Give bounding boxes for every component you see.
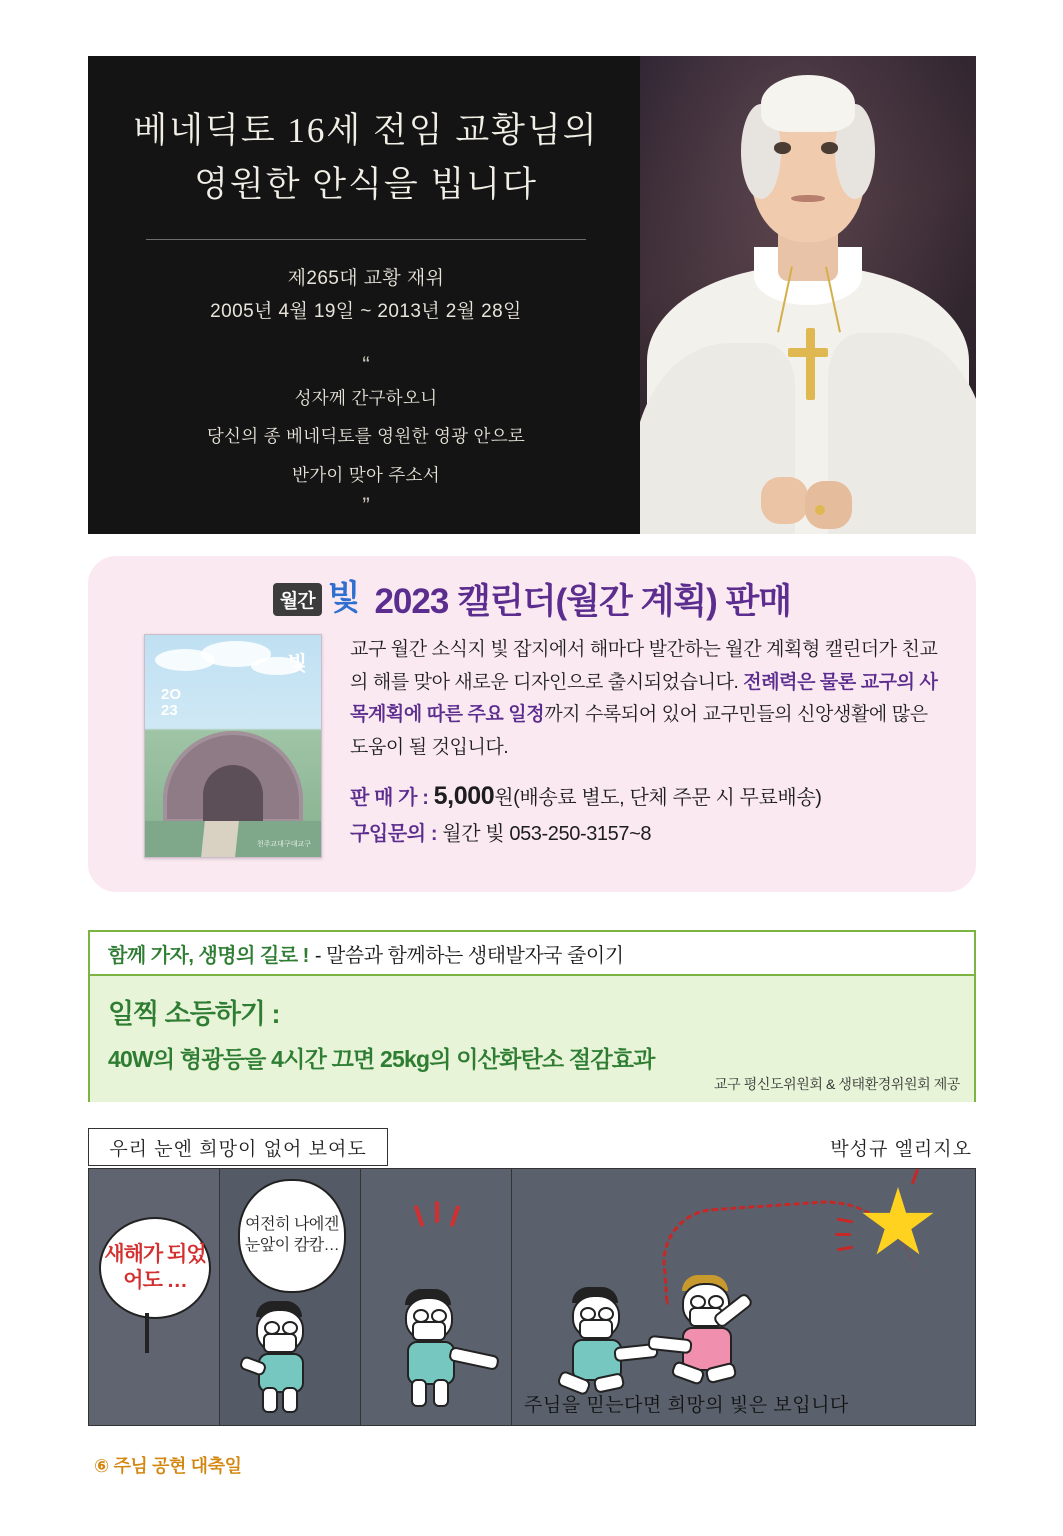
comic-panel-1 [89,1169,220,1425]
magazine-badge [273,582,361,616]
memorial-divider [146,239,586,240]
comic-caption-box: 우리 눈엔 희망이 없어 보여도 [88,1128,388,1166]
memorial-quote-line1: 성자께 간구하오니 [294,388,438,408]
promo-desc-highlight: 전례력은 물론 교구의 사목계획에 따른 주요 일정 [350,671,938,726]
contact-value: 월간 빛 053-250-3157~8 [442,822,652,845]
promo-desc-post: 까지 수록되어 있어 교구민들의 신앙생활에 많은 도움이 될 것입니다. [350,704,928,759]
comic-panel-4 [512,1169,975,1425]
eco-header-subtitle: - 말씀과 함께하는 생태발자국 줄이기 [314,944,624,967]
memorial-title-line1: 베네딕토 16세 전임 교황님의 [133,111,599,150]
memorial-section [88,56,976,534]
cover-publisher-label: 천주교대구대교구 [256,841,311,848]
eco-header [90,932,974,976]
cover-bit-label: 빛 [287,653,307,675]
eco-header-title: 함께 가자, 생명의 길로 ! [108,944,309,967]
promo-text-column [350,634,940,858]
comic-panel-3 [361,1169,512,1425]
speech-bubble-2-text: 여전히 나에겐 눈앞이 캄캄… [244,1216,340,1254]
quote-open-mark: “ [362,352,370,377]
comic-panel-2 [220,1169,361,1425]
memorial-reign-label: 제265대 교황 재위 [287,267,445,289]
promo-header [88,570,976,628]
promo-desc-pre: 교구 월간 소식지 빛 잡지에서 해마다 발간하는 월간 계획형 캘린더가 친교의 해를 맞아 새로운 디자인으로 출시되었습니다. [350,639,938,693]
price-label: 판 매 가 : [350,786,429,809]
speech-bubble-2 [238,1179,346,1293]
comic-section [88,1128,976,1428]
price-unit: 원(배송료 별도, 단체 주문 시 무료배송) [494,786,822,809]
contact-label: 구입문의 : [350,822,438,845]
pope-portrait-image [640,56,976,534]
promo-price-row [350,781,940,811]
cover-year-label: 2O 23 [161,686,182,719]
promo-contact-row [350,817,940,846]
calendar-promo-section [88,556,976,892]
promo-body [88,634,976,858]
memorial-quote-line3: 반가이 맞아 주소서 [292,464,440,485]
comic-strip [88,1168,976,1426]
speech-bubble-1-text: 새해가 되었어도 … [104,1242,206,1292]
eco-body [90,976,974,1102]
comic-panel4-caption: 주님을 믿는다면 희망의 빛은 보입니다 [524,1395,849,1416]
eco-tip-title: 일찍 소등하기 : [108,999,280,1029]
badge-monthly-label: 월간 [273,583,322,616]
memorial-title-line2: 영원한 안식을 빕니다 [194,165,538,205]
eco-credit: 교구 평신도위원회 & 생태환경위원회 제공 [713,1076,960,1092]
badge-bit-label: 빛 [327,580,361,617]
page-footer-mark: ⑥ 주님 공현 대축일 [94,1456,242,1476]
memorial-reign-dates: 2005년 4월 19일 ~ 2013년 2월 28일 [210,300,522,322]
eco-tip-detail: 40W의 형광등을 4시간 끄면 25kg의 이산화탄소 절감효과 [108,1046,655,1072]
memorial-quote-line2: 당신의 종 베네딕토를 영원한 영광 안으로 [206,426,526,447]
memorial-text-column [88,56,640,534]
promo-title: 2023 캘린더(월간 계획) 판매 [374,582,792,621]
calendar-cover-image [144,634,322,858]
quote-close-mark: ” [362,493,370,519]
speech-bubble-1 [99,1217,211,1319]
promo-description [350,634,940,765]
eco-tip-section [88,930,976,1102]
price-value: 5,000 [433,781,495,810]
comic-author: 박성규 엘리지오 [830,1139,972,1160]
